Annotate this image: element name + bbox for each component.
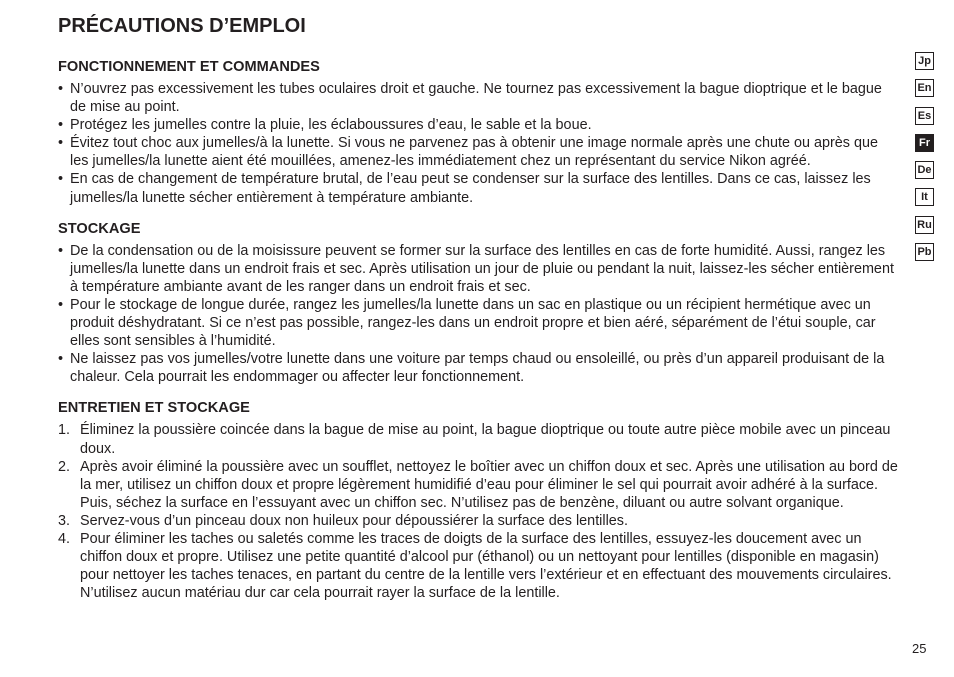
item-number: 3. [58,512,71,529]
language-tab-es[interactable]: Es [915,107,934,125]
numbered-item [58,458,898,512]
section-heading: ENTRETIEN ET STOCKAGE [58,400,250,417]
language-tab-it[interactable]: It [915,188,934,206]
language-tab-pb[interactable]: Pb [915,243,934,261]
section-heading: STOCKAGE [58,220,141,237]
numbered-item [58,421,898,457]
section-fonctionnement [58,58,898,207]
language-tab-ru[interactable]: Ru [915,216,934,234]
item-number: 1. [58,422,71,439]
numbered-item [58,512,898,530]
bullet-item: • Évitez tout choc aux jumelles/à la lunette. Si vous ne parvenez pas à obtenir une image normale après une chute ou après que les jumelles/la lunette aient été mouillées, amenez-les immédiatement chez un représentant du service Nikon agréé. [58,134,898,170]
numbered-list [58,421,898,602]
item-text: Éliminez la poussière coincée dans la bague de mise au point, la bague dioptrique ou toute autre pièce mobile avec un pinceau doux. [80,422,891,457]
bullet-item: • De la condensation ou de la moisissure peuvent se former sur la surface des lentilles en cas de forte humidité. Aussi, rangez les jumelles/la lunette dans un endroit frais et sec. Après utilisation un jour de pluie ou pendant la nuit, laissez-les sécher entièrement à température ambiante avant de les ranger dans un endroit frais et sec. [58,242,898,296]
item-number: 4. [58,530,71,547]
bullet-item: • Ne laissez pas vos jumelles/votre lunette dans une voiture par temps chaud ou ensoleillé, ou près d’un appareil produisant de la chaleur. Cela pourrait les endommager ou affecter leur fonctionnement. [58,350,898,386]
section-heading: FONCTIONNEMENT ET COMMANDES [58,59,320,75]
bullet-item: • N’ouvrez pas excessivement les tubes oculaires droit et gauche. Ne tournez pas excessivement la bague dioptrique et le bague de mise au point. [58,80,898,116]
bullet-item: • Pour le stockage de longue durée, rangez les jumelles/la lunette dans un sac en plastique ou un récipient hermétique avec un produit déshydratant. Si ce n’est pas possible, rangez-les dans un endroit propre et bien aéré, séparément de l’étui souple, car elles sont sensibles à l’humidité. [58,296,898,350]
bullet-item: • Protégez les jumelles contre la pluie, les éclaboussures d’eau, le sable et la boue. [58,116,898,134]
bullet-item: • En cas de changement de température brutal, de l’eau peut se condenser sur la surface des lentilles. Dans ce cas, laissez les jumelles/la lunette sécher entièrement à température ambiante. [58,170,898,206]
item-text: Servez-vous d’un pinceau doux non huileux pour dépoussiérer la surface des lentilles. [80,512,628,529]
page-title: PRÉCAUTIONS D’EMPLOI [58,15,306,37]
section-stockage [58,220,898,387]
language-tabs [915,52,935,270]
document-body [58,58,898,615]
item-number: 2. [58,458,71,475]
bullet-list [58,80,898,207]
language-tab-fr[interactable]: Fr [915,134,934,152]
item-text: Après avoir éliminé la poussière avec un soufflet, nettoyez le boîtier avec un chiffon doux et sec. Après une utilisation au bord de la mer, utilisez un chiffon doux et propre légèrement humidifié d’eau pour éliminer le sel qui pourrait avoir adhéré à la surface. Puis, séchez la surface en l’essuyant avec un chiffon sec. N’utilisez pas de benzène, diluant ou autre solvant organique. [80,458,898,511]
item-text: Pour éliminer les taches ou saletés comme les traces de doigts de la surface des lentilles, essuyez-les doucement avec un chiffon doux et propre. Utilisez une petite quantité d’alcool pur (éthanol) ou un nettoyant pour lentilles (disponible en magasin) pour nettoyer les taches tenaces, en partant du centre de la lentille vers l’extérieur et en effectuant des mouvements circulaires. N’utilisez aucun matériau dur car cela pourrait rayer la surface de la lentille. [80,530,892,602]
language-tab-en[interactable]: En [915,79,934,97]
page-number: 25 [912,641,927,656]
bullet-list [58,242,898,387]
numbered-item [58,530,898,602]
section-entretien [58,399,898,602]
language-tab-jp[interactable]: Jp [915,52,934,70]
language-tab-de[interactable]: De [915,161,934,179]
